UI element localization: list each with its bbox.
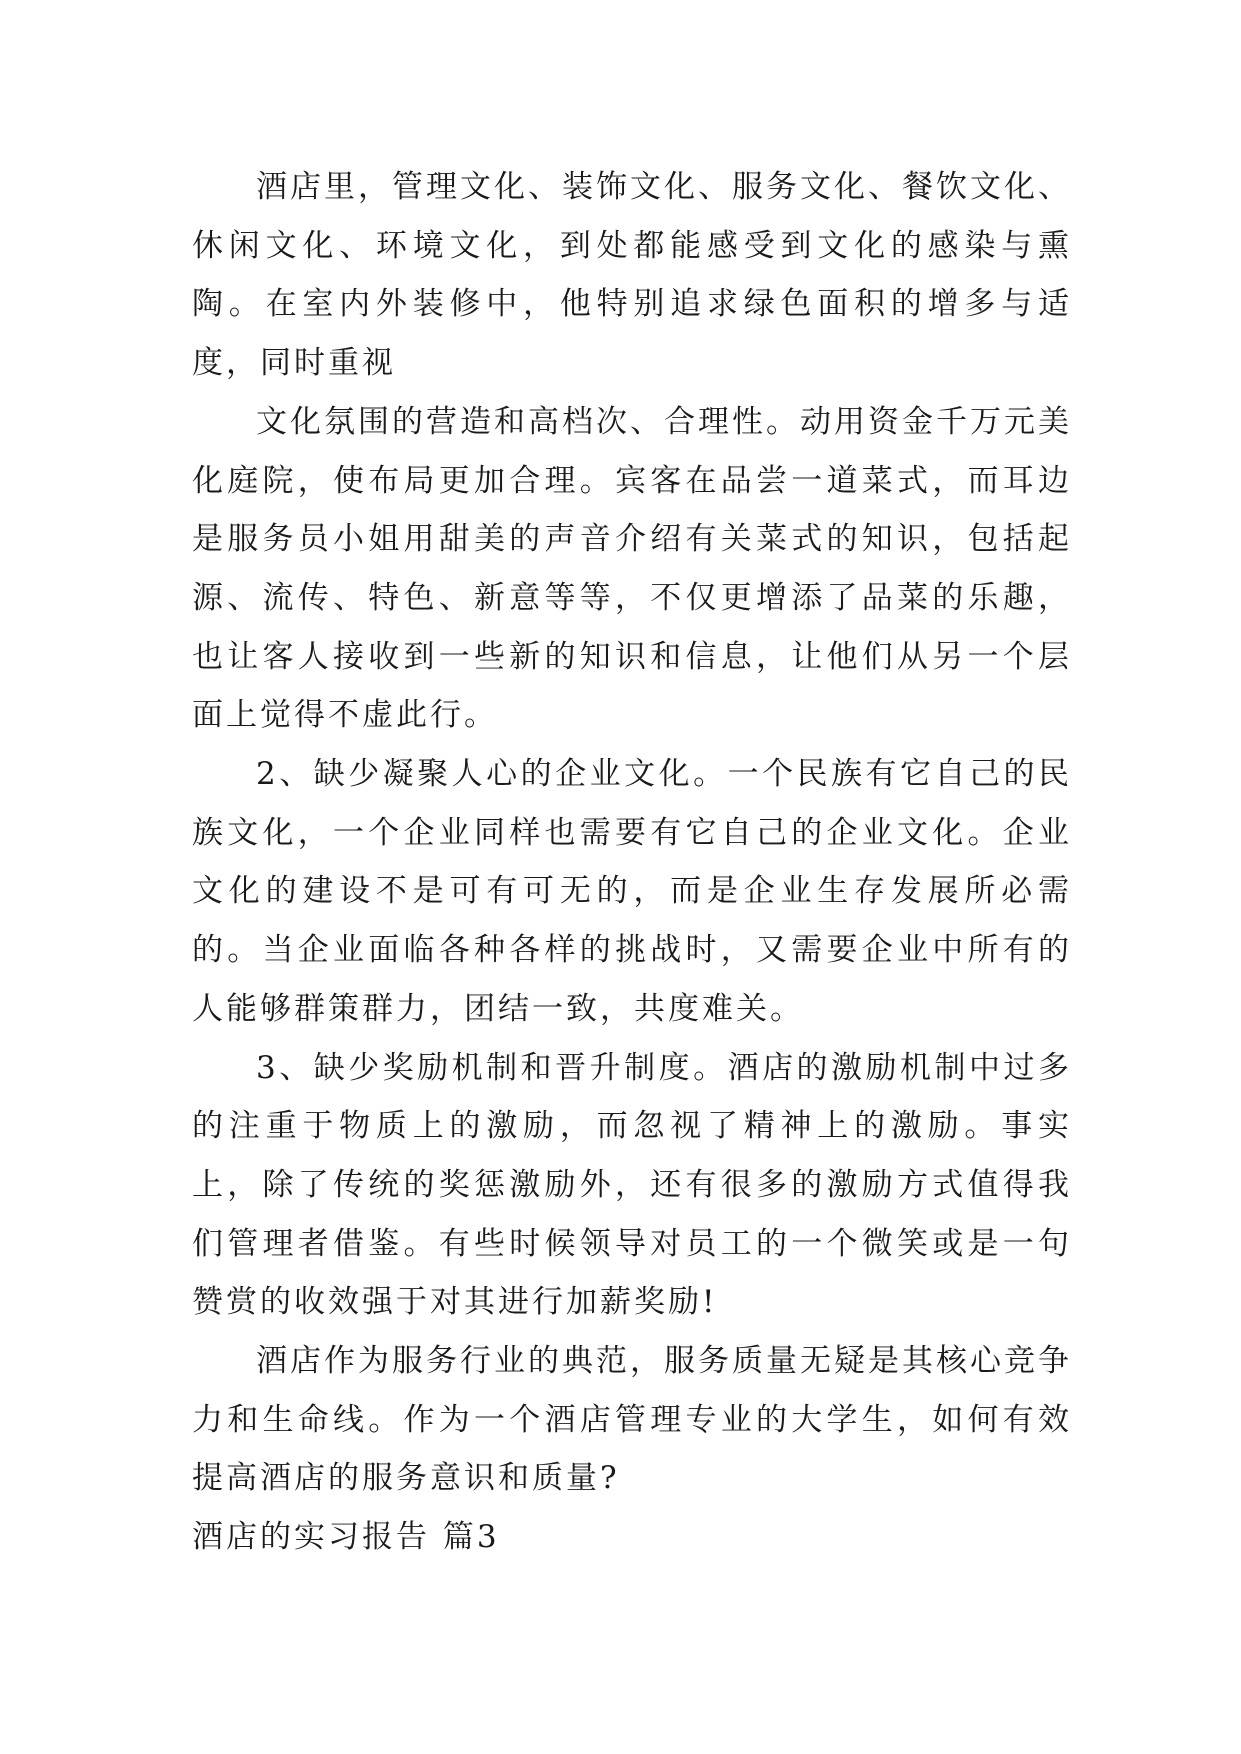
- paragraph-service-quality: 酒店作为服务行业的典范，服务质量无疑是其核心竞争力和生命线。作为一个酒店管理专业的大学生，如何有效提高酒店的服务意识和质量?: [192, 1343, 1072, 1497]
- paragraph-incentive-mechanism: 3、缺少奖励机制和晋升制度。酒店的激励机制中过多的注重于物质上的激励，而忽视了精神上的激励。事实上，除了传统的奖惩激励外，还有很多的激励方式值得我们管理者借鉴。有些时候领导对员工的一个微笑或是一句赞赏的收效强于对其进行加薪奖励!: [192, 1049, 1072, 1321]
- paragraph-hotel-culture: 酒店里，管理文化、装饰文化、服务文化、餐饮文化、休闲文化、环境文化，到处都能感受到文化的感染与熏陶。在室内外装修中，他特别追求绿色面积的增多与适度，同时重视: [192, 169, 1072, 382]
- section-heading: 酒店的实习报告 篇3: [192, 1519, 500, 1556]
- document-body: [192, 158, 1072, 1567]
- paragraph-cultural-atmosphere: 文化氛围的营造和高档次、合理性。动用资金千万元美化庭院，使布局更加合理。宾客在品尝一道菜式，而耳边是服务员小姐用甜美的声音介绍有关菜式的知识，包括起源、流传、特色、新意等等，不仅更增添了品菜的乐趣，也让客人接收到一些新的知识和信息，让他们从另一个层面上觉得不虚此行。: [192, 403, 1072, 734]
- paragraph-corporate-culture: 2、缺少凝聚人心的企业文化。一个民族有它自己的民族文化，一个企业同样也需要有它自己的企业文化。企业文化的建设不是可有可无的，而是企业生存发展所必需的。当企业面临各种各样的挑战时，又需要企业中所有的人能够群策群力，团结一致，共度难关。: [192, 756, 1072, 1027]
